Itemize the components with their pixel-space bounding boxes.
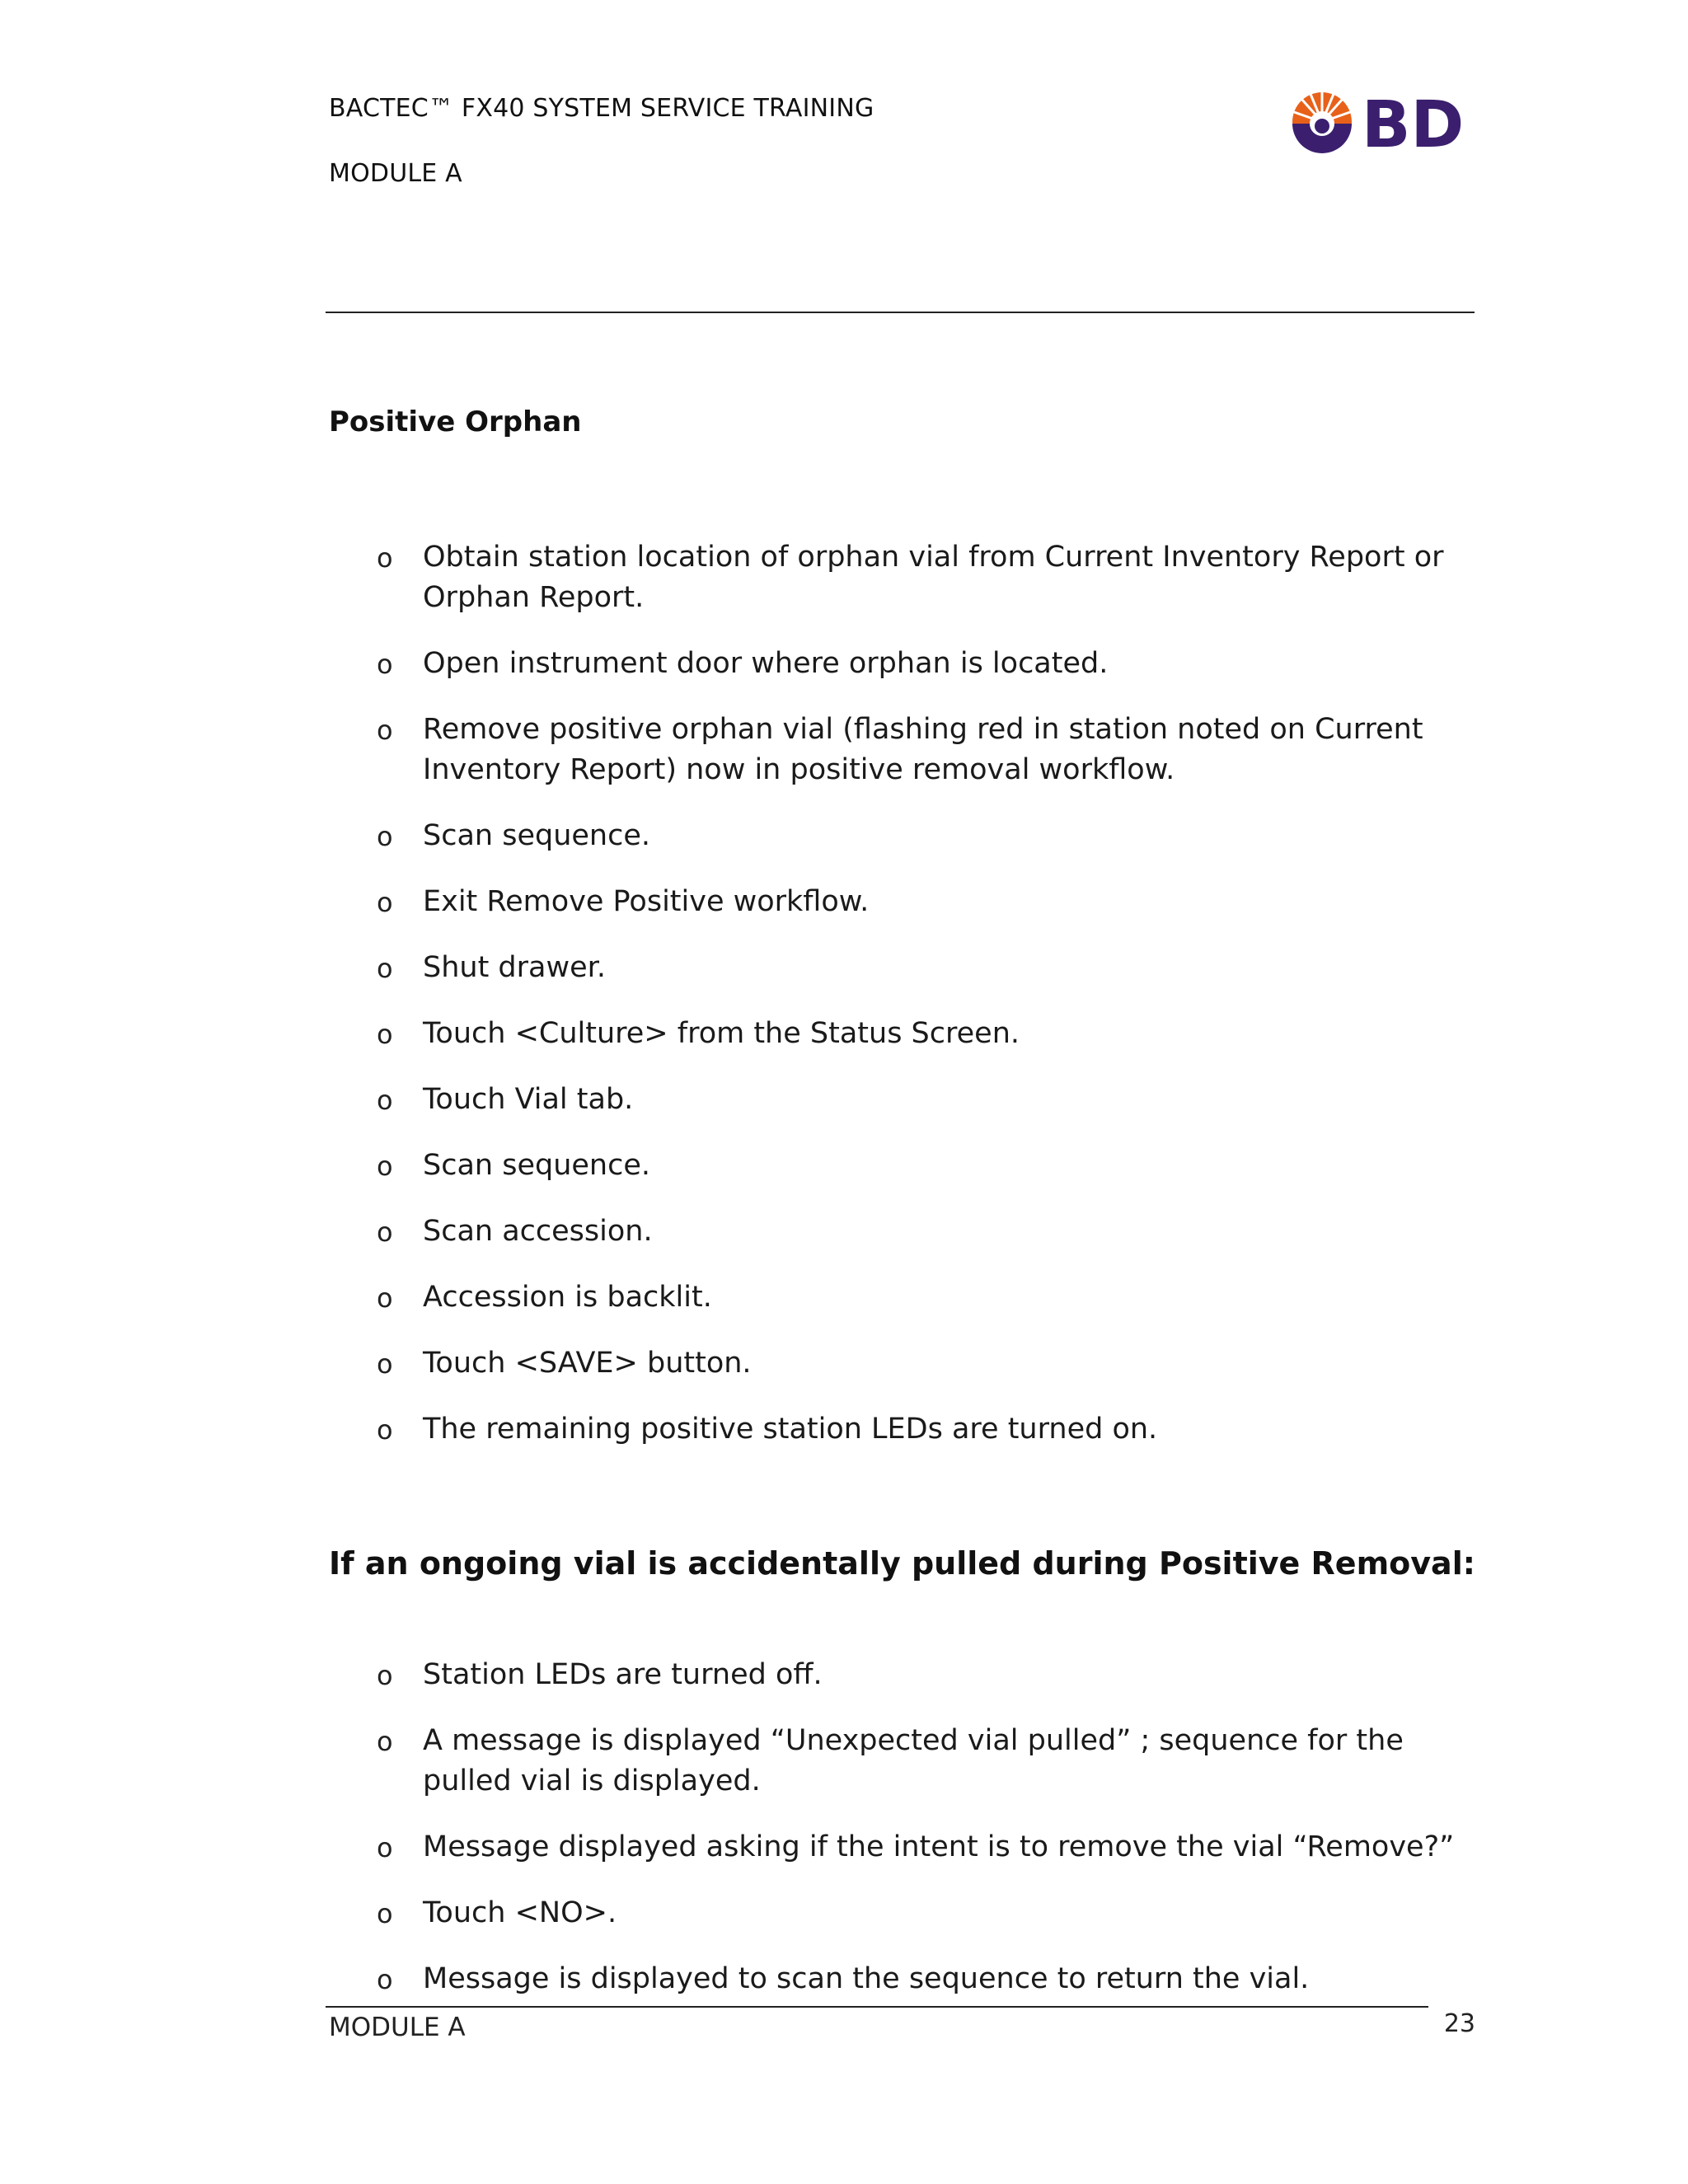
- list-item-text: Shut drawer.: [423, 951, 606, 984]
- list-item: [373, 1146, 1477, 1186]
- list-item: [373, 882, 1477, 922]
- bullet-marker-icon: o: [377, 1660, 393, 1691]
- list-item: [373, 1959, 1477, 1999]
- bullet-marker-icon: o: [377, 1726, 393, 1757]
- page-number: 23: [1443, 2009, 1475, 2038]
- footer-divider: [326, 2006, 1428, 2008]
- list-item-text: Scan sequence.: [423, 819, 651, 852]
- bd-logo-graphic: [1289, 87, 1470, 157]
- list-item: [373, 1893, 1477, 1933]
- list-item-text: Remove positive orphan vial (flashing red in station noted on Current Inventory Report) now in positive removal workflow.: [423, 713, 1423, 786]
- bullet-marker-icon: o: [377, 1282, 393, 1314]
- document-header-module: MODULE A: [329, 159, 462, 188]
- list-item: [373, 537, 1477, 618]
- list-item: [373, 948, 1477, 988]
- list-item-text: Touch <Culture> from the Status Screen.: [423, 1017, 1020, 1050]
- bullet-marker-icon: o: [377, 1414, 393, 1446]
- bullet-marker-icon: o: [377, 1348, 393, 1380]
- list-item-text: Touch Vial tab.: [423, 1083, 634, 1116]
- list-item: [373, 1343, 1477, 1384]
- bullet-marker-icon: o: [377, 1964, 393, 1995]
- list-item: [373, 1212, 1477, 1252]
- bullet-marker-icon: o: [377, 1019, 393, 1050]
- list-item: [373, 1721, 1477, 1802]
- list-item-text: Message displayed asking if the intent is to remove the vial “Remove?”: [423, 1830, 1455, 1863]
- bullet-marker-icon: o: [377, 1085, 393, 1116]
- list-item: [373, 1409, 1477, 1450]
- list-item-text: Scan accession.: [423, 1215, 653, 1248]
- list-item-text: Touch <NO>.: [423, 1896, 617, 1929]
- bullet-marker-icon: o: [377, 715, 393, 746]
- list-item-text: The remaining positive station LEDs are turned on.: [423, 1413, 1158, 1446]
- footer-module-label: MODULE A: [329, 2013, 466, 2042]
- list-item-text: Touch <SAVE> button.: [423, 1347, 752, 1380]
- bullet-marker-icon: o: [377, 953, 393, 984]
- bullet-marker-icon: o: [377, 1151, 393, 1182]
- list-item-text: Obtain station location of orphan vial from Current Inventory Report or Orphan Report.: [423, 541, 1444, 614]
- list-item-text: Station LEDs are turned off.: [423, 1658, 823, 1691]
- bullet-marker-icon: o: [377, 1832, 393, 1863]
- bullet-marker-icon: o: [377, 649, 393, 680]
- list-item-text: A message is displayed “Unexpected vial pulled” ; sequence for the pulled vial is displayed.: [423, 1724, 1404, 1797]
- list-item: [373, 1827, 1477, 1868]
- bd-logo-wordmark: BD: [1362, 88, 1465, 157]
- header-divider: [326, 312, 1475, 313]
- ongoing-vial-steps-list: [373, 1655, 1477, 2025]
- positive-orphan-steps-list: [373, 537, 1477, 1475]
- list-item-text: Open instrument door where orphan is located.: [423, 647, 1109, 680]
- list-item: [373, 1655, 1477, 1695]
- bullet-marker-icon: o: [377, 542, 393, 574]
- bullet-marker-icon: o: [377, 887, 393, 918]
- list-item-text: Accession is backlit.: [423, 1281, 712, 1314]
- bd-logo: [1289, 87, 1470, 157]
- section-title-ongoing-vial: If an ongoing vial is accidentally pulled during Positive Removal:: [329, 1545, 1475, 1582]
- document-header-title: BACTEC™ FX40 SYSTEM SERVICE TRAINING: [329, 94, 874, 123]
- list-item: [373, 1014, 1477, 1054]
- list-item-text: Message is displayed to scan the sequence to return the vial.: [423, 1962, 1310, 1995]
- bullet-marker-icon: o: [377, 1898, 393, 1929]
- list-item: [373, 710, 1477, 790]
- bullet-marker-icon: o: [377, 1216, 393, 1248]
- list-item: [373, 644, 1477, 684]
- section-title-positive-orphan: Positive Orphan: [329, 405, 582, 438]
- list-item: [373, 816, 1477, 856]
- bd-sunburst-icon: [1292, 92, 1352, 153]
- bullet-marker-icon: o: [377, 821, 393, 852]
- list-item: [373, 1080, 1477, 1120]
- list-item: [373, 1277, 1477, 1318]
- list-item-text: Exit Remove Positive workflow.: [423, 885, 870, 918]
- list-item-text: Scan sequence.: [423, 1149, 651, 1182]
